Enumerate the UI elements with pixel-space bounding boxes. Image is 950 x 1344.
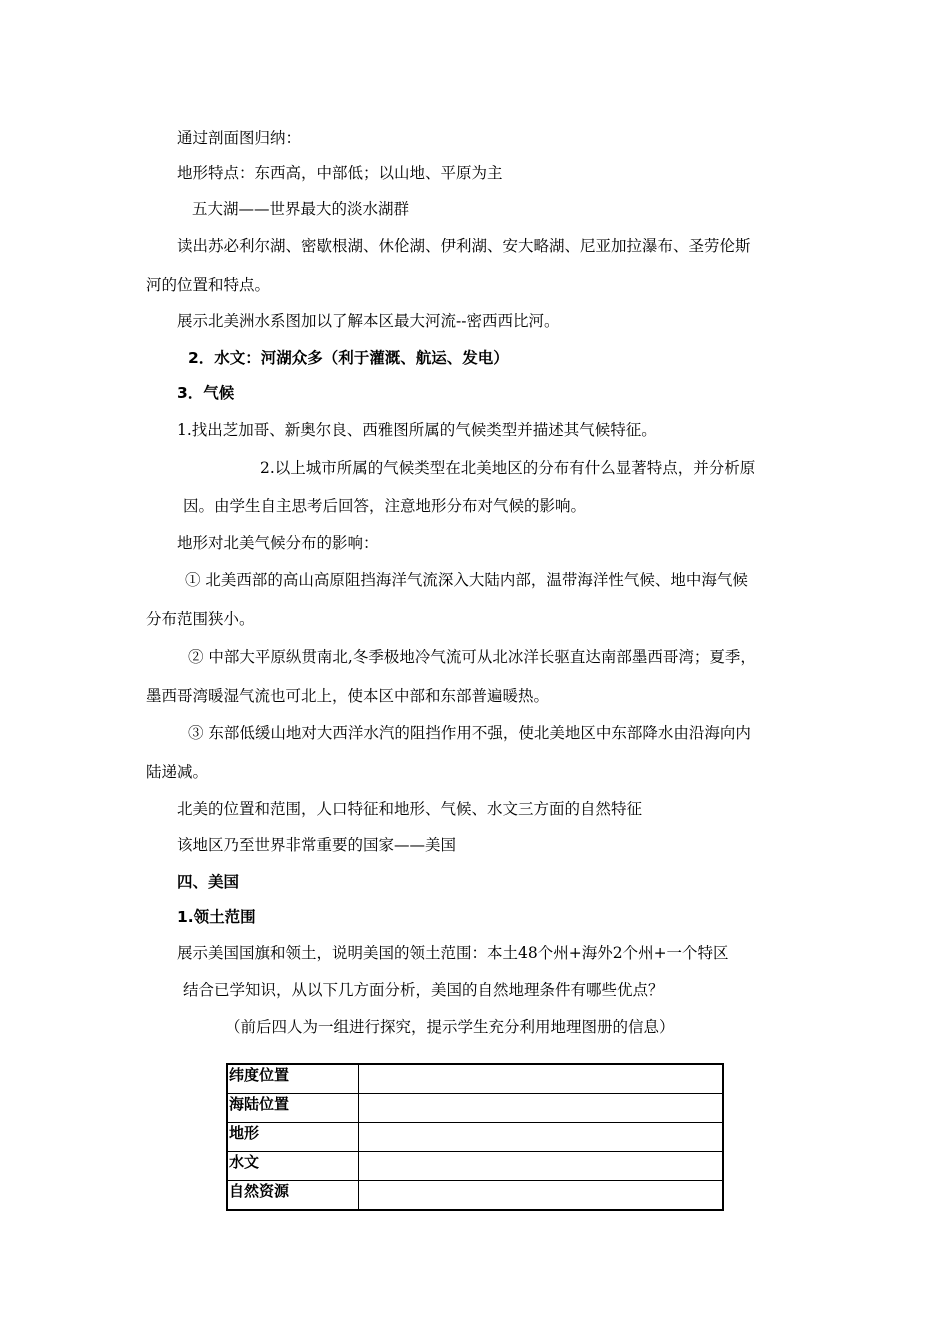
text-line: 因。由学生自主思考后回答，注意地形分布对气候的影响。 — [183, 497, 587, 515]
text-line: 墨西哥湾暖湿气流也可北上，使本区中部和东部普遍暖热。 — [146, 687, 550, 705]
text-line: 地形对北美气候分布的影响： — [177, 534, 379, 552]
text-line: 分布范围狭小。 — [146, 610, 255, 628]
table-row — [227, 1064, 723, 1094]
table-row — [227, 1152, 723, 1181]
text-line: （前后四人为一组进行探究，提示学生充分利用地理图册的信息） — [225, 1018, 675, 1036]
table-value-cell — [359, 1064, 724, 1094]
text-line: 该地区乃至世界非常重要的国家——美国 — [177, 836, 457, 854]
text-line: 读出苏必利尔湖、密歇根湖、休伦湖、伊利湖、安大略湖、尼亚加拉瀑布、圣劳伦斯 — [177, 237, 751, 255]
text-line: 1.找出芝加哥、新奥尔良、西雅图所属的气候类型并描述其气候特征。 — [177, 421, 657, 439]
text-line: 陆递减。 — [146, 763, 209, 781]
table-row — [227, 1123, 723, 1152]
section-heading: 3．气候 — [177, 384, 235, 402]
analysis-table — [226, 1063, 724, 1211]
text-line: 结合已学知识，从以下几方面分析，美国的自然地理条件有哪些优点？ — [183, 981, 664, 999]
text-line: 北美的位置和范围，人口特征和地形、气候、水文三方面的自然特征 — [177, 800, 643, 818]
table-row — [227, 1094, 723, 1123]
text-line: 五大湖——世界最大的淡水湖群 — [192, 200, 410, 218]
table-label-cell: 地形 — [227, 1123, 359, 1152]
table-value-cell — [359, 1123, 724, 1152]
section-heading: 2．水文：河湖众多（利于灌溉、航运、发电） — [188, 349, 509, 367]
section-heading: 1.领土范围 — [177, 908, 256, 926]
text-line: ② 中部大平原纵贯南北,冬季极地冷气流可从北冰洋长驱直达南部墨西哥湾；夏季， — [188, 648, 756, 666]
table-value-cell — [359, 1152, 724, 1181]
text-line: 通过剖面图归纳： — [177, 129, 302, 147]
section-heading: 四、美国 — [177, 873, 240, 891]
table-value-cell — [359, 1094, 724, 1123]
table-label-cell: 自然资源 — [227, 1181, 359, 1211]
text-line: 河的位置和特点。 — [146, 276, 271, 294]
text-line: 展示美国国旗和领土，说明美国的领土范围：本土48个州+海外2个州+一个特区 — [177, 944, 729, 962]
table-label-cell: 纬度位置 — [227, 1064, 359, 1094]
text-line: ③ 东部低缓山地对大西洋水汽的阻挡作用不强，使北美地区中东部降水由沿海向内 — [188, 724, 751, 742]
table-label-cell: 海陆位置 — [227, 1094, 359, 1123]
table-value-cell — [359, 1181, 724, 1211]
text-line: ① 北美西部的高山高原阻挡海洋气流深入大陆内部，温带海洋性气候、地中海气候 — [185, 571, 748, 589]
table-label-cell: 水文 — [227, 1152, 359, 1181]
text-line: 2.以上城市所属的气候类型在北美地区的分布有什么显著特点，并分析原 — [260, 459, 756, 477]
table-row — [227, 1181, 723, 1211]
text-line: 地形特点：东西高，中部低；以山地、平原为主 — [177, 164, 503, 182]
text-line: 展示北美洲水系图加以了解本区最大河流--密西西比河。 — [177, 312, 560, 330]
